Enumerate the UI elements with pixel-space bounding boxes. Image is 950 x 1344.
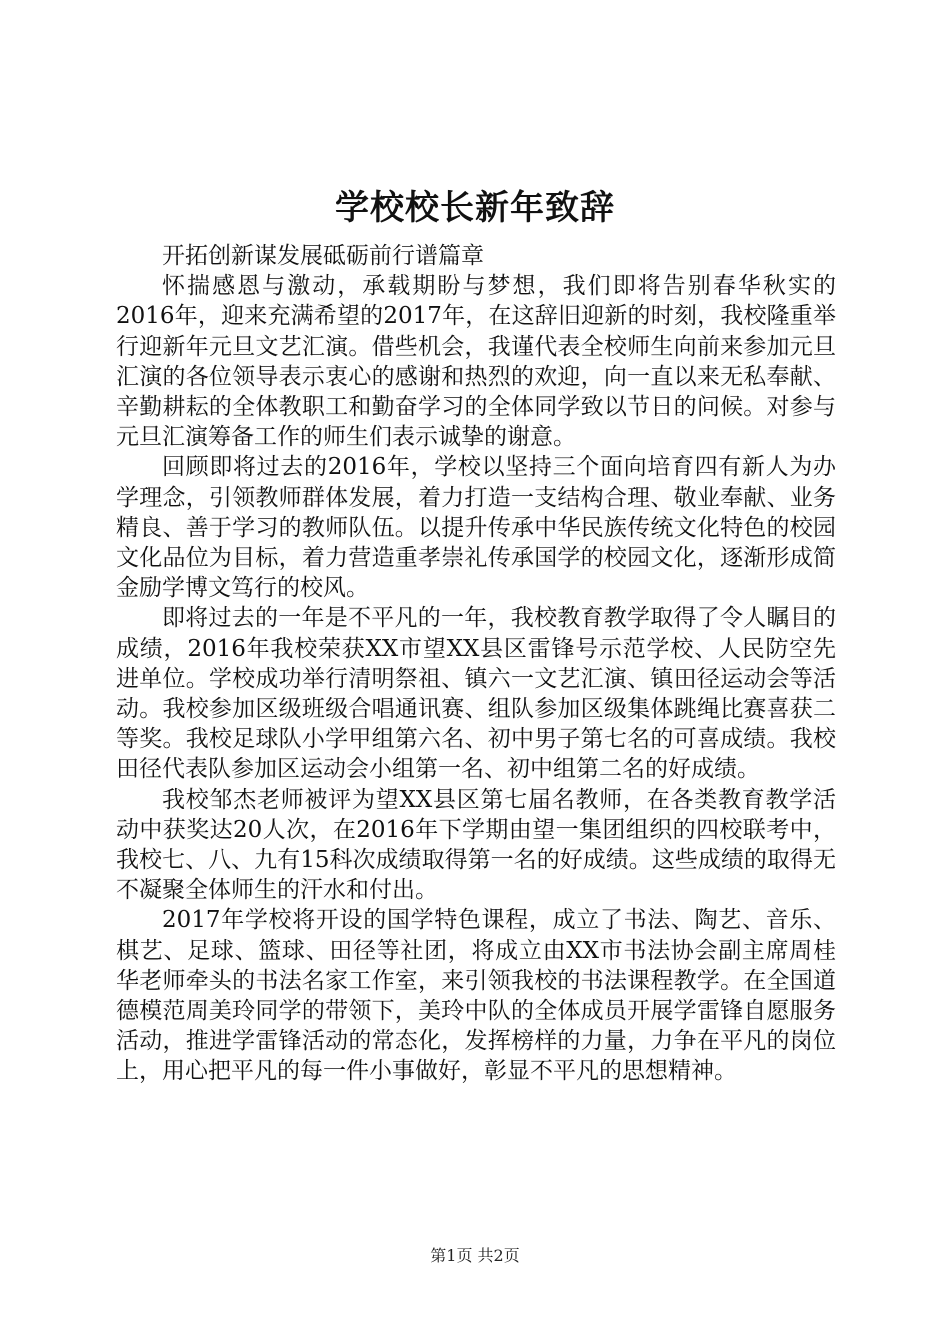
page-footer: 第1页 共2页 [430,1246,520,1265]
paragraph: 回顾即将过去的2016年，学校以坚持三个面向培育四有新人为办学理念，引领教师群体发展，着力打造一支结构合理、敬业奉献、业务精良、善于学习的教师队伍。以提升传承中华民族传统文化特色的校园文化品位为目标，着力营造重孝崇礼传承国学的校园文化，逐渐形成简金励学博文笃行的校风。 [116,454,836,602]
paragraph: 我校邹杰老师被评为望XX县区第七届名教师，在各类教育教学活动中获奖达20人次，在2016年下学期由望一集团组织的四校联考中，我校七、八、九有15科次成绩取得第一名的好成绩。这些成绩的取得无不凝聚全体师生的汗水和付出。 [116,786,836,904]
paragraph: 2017年学校将开设的国学特色课程，成立了书法、陶艺、音乐、棋艺、足球、篮球、田径等社团，将成立由XX市书法协会副主席周桂华老师牵头的书法名家工作室，来引领我校的书法课程教学。在全国道德模范周美玲同学的带领下，美玲中队的全体成员开展学雷锋自愿服务活动，推进学雷锋活动的常态化，发挥榜样的力量，力争在平凡的岗位上，用心把平凡的每一件小事做好，彰显不平凡的思想精神。 [116,907,836,1085]
paragraph: 怀揣感恩与激动，承载期盼与梦想，我们即将告别春华秋实的2016年，迎来充满希望的2017年，在这辞旧迎新的时刻，我校隆重举行迎新年元旦文艺汇演。借些机会，我谨代表全校师生向前来参加元旦汇演的各位领导表示衷心的感谢和热烈的欢迎，向一直以来无私奉献、辛勤耕耘的全体教职工和勤奋学习的全体同学致以节日的问候。对参与元旦汇演筹备工作的师生们表示诚挚的谢意。 [116,273,836,451]
paragraph: 即将过去的一年是不平凡的一年，我校教育教学取得了令人瞩目的成绩，2016年我校荣获XX市望XX县区雷锋号示范学校、人民防空先进单位。学校成功举行清明祭祖、镇六一文艺汇演、镇田径运动会等活动。我校参加区级班级合唱通讯赛、组队参加区级集体跳绳比赛喜获二等奖。我校足球队小学甲组第六名、初中男子第七名的可喜成绩。我校田径代表队参加区运动会小组第一名、初中组第二名的好成绩。 [116,605,836,783]
document-title: 学校校长新年致辞 [335,188,615,228]
subtitle: 开拓创新谋发展砥砺前行谱篇章 [162,243,484,269]
document-body [116,241,836,1087]
